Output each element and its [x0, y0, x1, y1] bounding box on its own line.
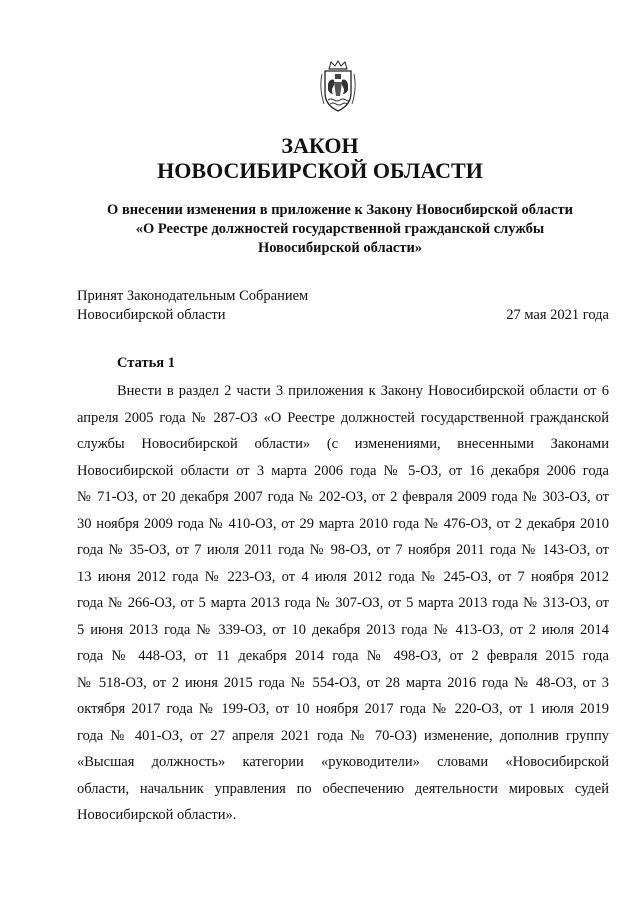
coat-of-arms-emblem — [316, 60, 360, 114]
adoption-date: 27 мая 2021 года — [506, 307, 609, 323]
body-line: № 71-ОЗ, от 20 декабря 2007 года № 202-ОЗ, от 2 февраля 2009 года № 303-ОЗ, от — [77, 489, 609, 505]
body-line: апреля 2005 года № 287-ОЗ «О Реестре должностей государственной гражданской — [77, 409, 609, 426]
body-line: Внести в раздел 2 части 3 приложения к Закону Новосибирской области от 6 — [117, 383, 609, 399]
body-line: года № 401-ОЗ, от 27 апреля 2021 года № 70-ОЗ) изменение, дополнив группу — [77, 727, 609, 744]
body-line: года № 35-ОЗ, от 7 июля 2011 года № 98-ОЗ, от 7 ноября 2011 года № 143-ОЗ, от — [77, 542, 609, 558]
subtitle-line: «О Реестре должностей государственной гражданской службы — [135, 221, 545, 237]
body-line: 13 июня 2012 года № 223-ОЗ, от 4 июля 2012 года № 245-ОЗ, от 7 ноября 2012 — [77, 568, 609, 585]
body-line: года № 266-ОЗ, от 5 марта 2013 года № 307-ОЗ, от 5 марта 2013 года № 313-ОЗ, от — [77, 595, 609, 611]
body-line: 30 ноября 2009 года № 410-ОЗ, от 29 марта 2010 года № 476-ОЗ, от 2 декабря 2010 — [77, 515, 609, 532]
law-subtitle — [70, 201, 610, 258]
law-title: ЗАКОН — [281, 133, 359, 158]
subtitle-line: О внесении изменения в приложение к Закону Новосибирской области — [107, 202, 573, 218]
body-line: области, начальник управления по обеспечению деятельности мировых судей — [77, 780, 609, 797]
body-line: года № 448-ОЗ, от 11 декабря 2014 года № 498-ОЗ, от 2 февраля 2015 года — [77, 648, 609, 664]
adopted-line: Новосибирской области — [77, 307, 226, 323]
region-title: НОВОСИБИРСКОЙ ОБЛАСТИ — [157, 158, 483, 183]
body-line: «Высшая должность» категории «руководители» словами «Новосибирской — [77, 754, 609, 770]
body-line: службы Новосибирской области» (с изменениями, внесенными Законами — [77, 436, 609, 452]
body-line: 5 июня 2013 года № 339-ОЗ, от 10 декабря 2013 года № 413-ОЗ, от 2 июля 2014 — [77, 621, 609, 638]
body-line: Новосибирской области». — [77, 807, 237, 823]
article-body — [77, 378, 609, 829]
body-line: № 518-ОЗ, от 2 июня 2015 года № 554-ОЗ, от 28 марта 2016 года № 48-ОЗ, от 3 — [77, 674, 609, 691]
article-heading: Статья 1 — [117, 355, 175, 371]
adopted-by — [77, 287, 308, 325]
body-line: октября 2017 года № 199-ОЗ, от 10 ноября 2017 года № 220-ОЗ, от 1 июля 2019 — [77, 701, 609, 717]
subtitle-line: Новосибирской области» — [257, 240, 423, 256]
body-line: Новосибирской области от 3 марта 2006 года № 5-ОЗ, от 16 декабря 2006 года — [77, 462, 609, 479]
adopted-line: Принят Законодательным Собранием — [77, 288, 309, 304]
